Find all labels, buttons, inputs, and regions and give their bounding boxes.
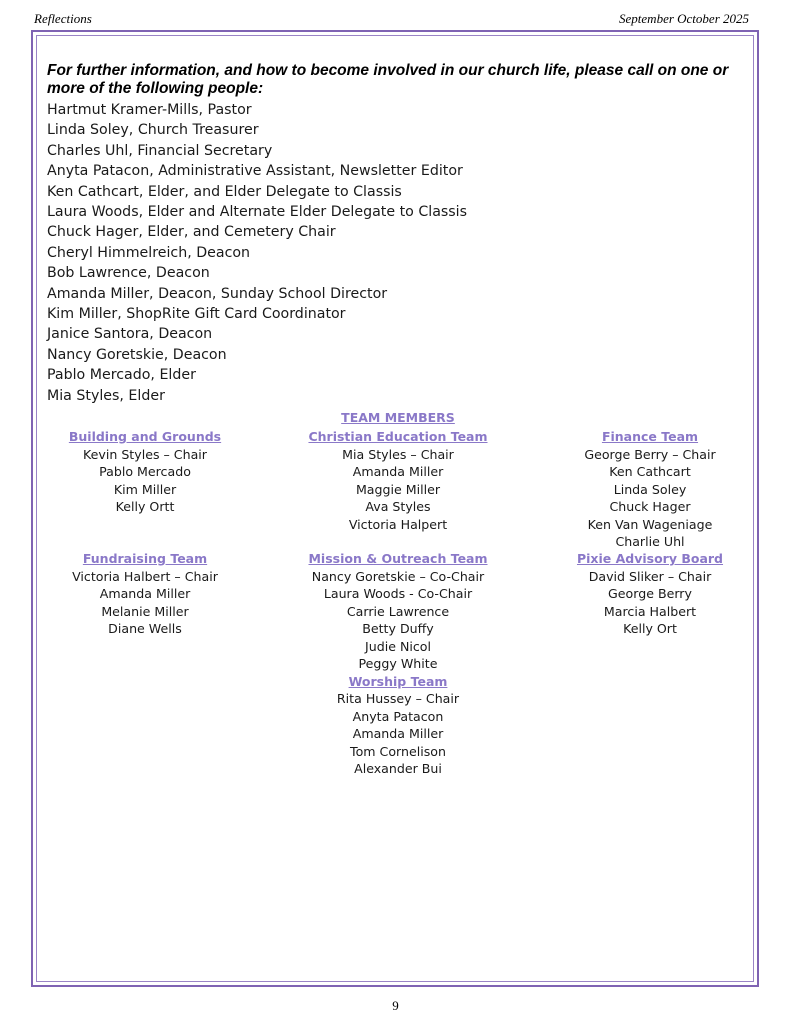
- header-issue-date: September October 2025: [619, 11, 749, 26]
- team-worship: [288, 690, 508, 778]
- team-member: Victoria Halpert: [348, 516, 448, 532]
- contact-item: Cheryl Himmelreich, Deacon: [47, 244, 251, 261]
- team-member: Kelly Ortt: [115, 499, 175, 514]
- team-christian-education: [288, 428, 508, 533]
- team-member: Melanie Miller: [101, 603, 189, 619]
- team-member: David Sliker – Chair: [588, 568, 712, 584]
- team-member: Tom Cornelison: [350, 743, 446, 759]
- team-pixie-advisory-board: [550, 550, 750, 638]
- contact-item: Chuck Hager, Elder, and Cemetery Chair: [47, 224, 336, 241]
- team-member: Nancy Goretskie – Co-Chair: [311, 568, 485, 584]
- team-heading: Mission & Outreach Team: [308, 551, 488, 566]
- contact-item: Anyta Patacon, Administrative Assistant, Newsletter Editor: [47, 163, 463, 180]
- team-heading: Building and Grounds: [68, 429, 222, 444]
- team-member: Rita Hussey – Chair: [336, 691, 460, 706]
- team-member: Mia Styles – Chair: [342, 446, 454, 462]
- team-member: Amanda Miller: [99, 586, 191, 601]
- contact-item: Amanda Miller, Deacon, Sunday School Director: [47, 285, 388, 302]
- team-members-heading: TEAM MEMBERS: [341, 410, 455, 425]
- team-heading: Finance Team: [601, 429, 699, 444]
- team-fundraising: [45, 550, 245, 638]
- team-finance: [550, 428, 750, 551]
- team-mission-outreach: [288, 550, 508, 778]
- contact-item: Janice Santora, Deacon: [47, 326, 213, 343]
- team-member: Judie Nicol: [365, 638, 431, 654]
- contact-intro: For further information, and how to become involved in our church life, please call on one or more of the following people:: [47, 62, 729, 97]
- team-member: Betty Duffy: [362, 621, 434, 636]
- team-member: Chuck Hager: [609, 499, 691, 514]
- team-member: Victoria Halbert – Chair: [72, 568, 218, 584]
- team-member: George Berry: [608, 586, 692, 601]
- team-member: Laura Woods - Co-Chair: [323, 586, 473, 601]
- team-member: Marcia Halbert: [603, 603, 697, 619]
- team-member: Ava Styles: [365, 499, 431, 514]
- contact-item: Laura Woods, Elder and Alternate Elder Delegate to Classis: [47, 204, 468, 221]
- team-heading-worship: Worship Team: [348, 673, 448, 689]
- team-member: Amanda Miller: [352, 464, 444, 479]
- contact-item: Charles Uhl, Financial Secretary: [47, 142, 273, 159]
- team-heading: Pixie Advisory Board: [576, 551, 724, 566]
- contact-item: Linda Soley, Church Treasurer: [47, 122, 259, 139]
- team-member: Peggy White: [358, 656, 438, 671]
- team-member: Ken Van Wageniage: [587, 516, 713, 532]
- team-member: Ken Cathcart: [609, 464, 691, 479]
- contact-item: Ken Cathcart, Elder, and Elder Delegate to Classis: [47, 183, 402, 200]
- team-heading: Christian Education Team: [308, 429, 488, 444]
- contact-item: Bob Lawrence, Deacon: [47, 265, 210, 282]
- team-member: Maggie Miller: [355, 481, 441, 497]
- contact-item: Hartmut Kramer-Mills, Pastor: [47, 102, 252, 118]
- contact-item: Mia Styles, Elder: [47, 387, 165, 404]
- team-member: George Berry – Chair: [584, 446, 716, 462]
- team-member: Amanda Miller: [352, 726, 444, 741]
- team-member: Alexander Bui: [354, 761, 442, 776]
- header-publication-title: Reflections: [34, 11, 92, 26]
- team-member: Kelly Ort: [623, 621, 677, 636]
- contact-item: Pablo Mercado, Elder: [47, 367, 196, 384]
- contact-list: [47, 100, 467, 406]
- team-building-grounds: [45, 428, 245, 516]
- team-member: Charlie Uhl: [615, 534, 685, 549]
- team-member: Anyta Patacon: [352, 708, 444, 724]
- team-member: Pablo Mercado: [99, 464, 191, 479]
- team-member: Diane Wells: [108, 621, 182, 636]
- team-member: Linda Soley: [613, 481, 687, 497]
- team-member: Carrie Lawrence: [346, 603, 450, 619]
- team-heading: Fundraising Team: [82, 551, 208, 566]
- team-member: Kevin Styles – Chair: [83, 446, 207, 462]
- page-number: 9: [392, 998, 399, 1013]
- contact-item: Nancy Goretskie, Deacon: [47, 346, 227, 363]
- contact-item: Kim Miller, ShopRite Gift Card Coordinator: [47, 306, 346, 323]
- team-member: Kim Miller: [113, 481, 177, 497]
